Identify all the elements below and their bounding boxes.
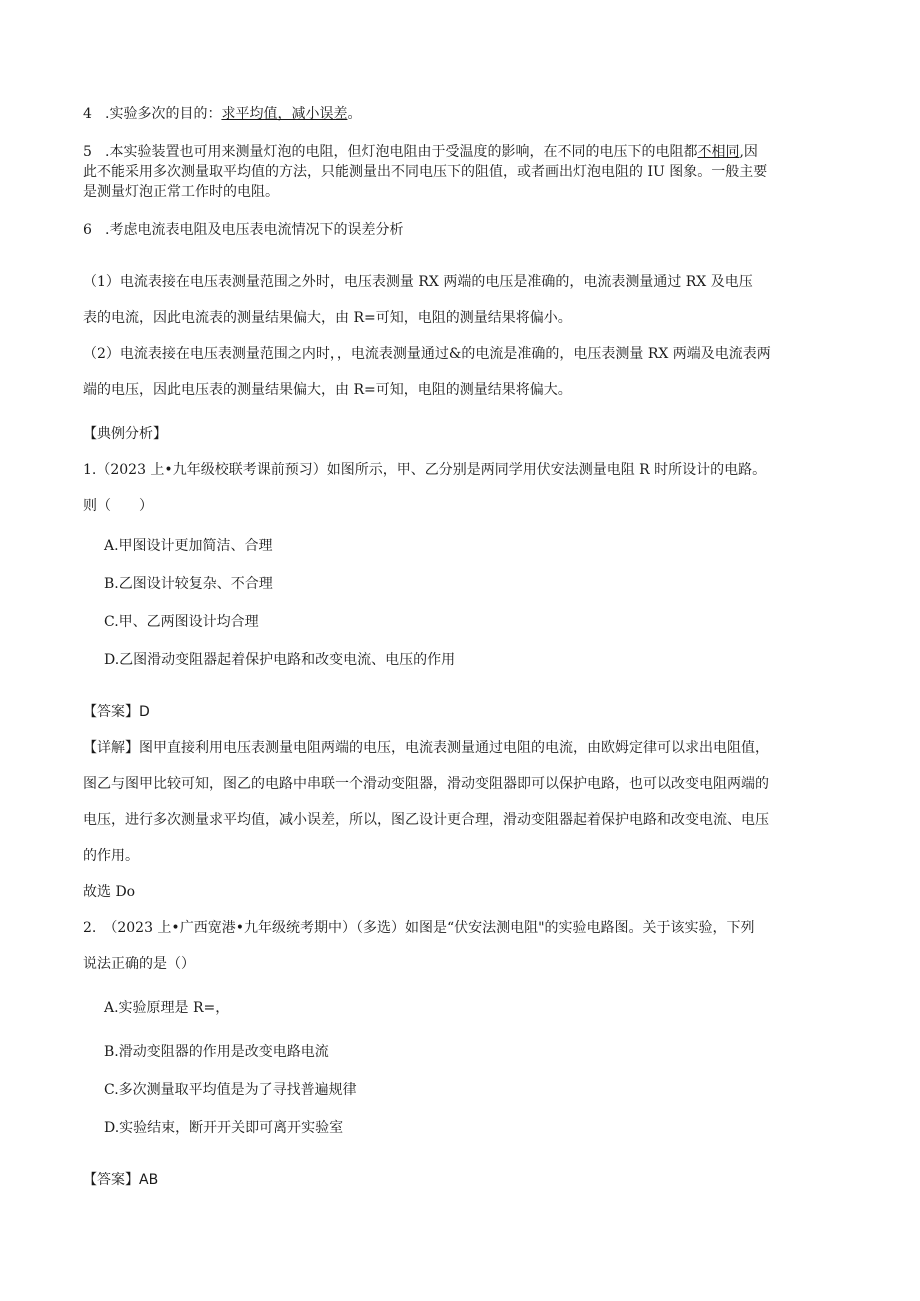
q1-answer [83,702,150,722]
case-2-line-2: 端的电压，因此电压表的测量结果偏大，由 R=可知，电阻的测量结果将偏大。 [83,382,572,398]
q1-option-c: C.甲、乙两图设计均合理 [104,614,259,630]
q1-option-a: A.甲图设计更加简洁、合理 [104,538,273,554]
item-5-text-b: ,因 [739,144,758,160]
q2-option-c: C.多次测量取平均值是为了寻找普遍规律 [104,1082,357,1098]
item-5-text-a: .本实验装置也可用来测量灯泡的电阻，但灯泡电阻由于受温度的影响，在不同的电压下的电阻都 [105,144,698,160]
item-number: 5 [83,144,92,160]
q1-detail-line-3: 电压，进行多次测量求平均值，减小误差，所以，图乙设计更合理，滑动变阻器起着保护电路和改变电流、电压 [83,812,769,828]
item-4 [83,104,361,124]
section-heading: 【典例分析】 [83,426,167,442]
answer-value: D [139,704,150,720]
q2-stem-line-2: 说法正确的是（） [83,956,195,972]
detail-label: 【详解】 [83,740,139,756]
case-2-line-1: （2）电流表接在电压表测量范围之内时，，电流表测量通过&的电流是准确的，电压表测量 RX 两端及电流表两 [83,346,771,362]
q1-detail-line-1 [83,738,769,758]
item-6-text: .考虑电流表电阻及电压表电流情况下的误差分析 [105,222,404,238]
item-5-line-3: 是测量灯泡正常工作时的电阻。 [83,184,279,200]
item-number: 6 [83,222,92,238]
case-1-line-2: 表的电流，因此电流表的测量结果偏大，由 R=可知，电阻的测量结果将偏小。 [83,310,572,326]
q1-detail-line-4: 的作用。 [83,848,139,864]
item-4-lead: .实验多次的目的： [105,106,222,122]
item-number: 4 [83,106,92,122]
q1-detail-line-2: 图乙与图甲比较可知，图乙的电路中串联一个滑动变阻器，滑动变阻器即可以保护电路，也可以改变电阻两端的 [83,776,769,792]
q1-conclusion: 故选 Do [83,884,136,900]
item-5-line-2: 此不能采用多次测量取平均值的方法，只能测量出不同电压下的阻值，或者画出灯泡电阻的 IU 图象。一般主要 [83,164,768,180]
q1-stem-line-2: 则（ ） [83,498,153,514]
q1-option-b: B.乙图设计较复杂、不合理 [104,576,273,592]
item-5-underlined: 不相同 [697,144,740,160]
answer-value: AB [139,1172,159,1188]
q2-answer [83,1170,158,1190]
answer-label: 【答案】 [83,704,139,720]
q1-stem-line-1: 1.（2023 上•九年级校联考课前预习）如图所示，甲、乙分别是两同学用伏安法测量电阻 R 时所设计的电路。 [83,462,767,478]
item-6 [83,220,403,240]
q1-option-d: D.乙图滑动变阻器起着保护电路和改变电流、电压的作用 [104,652,456,668]
q2-stem-line-1: 2. （2023 上•广西宽港•九年级统考期中）（多选）如图是“伏安法测电阻"的实验电路图。关于该实验，下列 [83,920,755,936]
q2-option-a: A.实验原理是 R=， [104,1000,230,1016]
q2-option-b: B.滑动变阻器的作用是改变电路电流 [104,1044,329,1060]
item-4-underlined: 求平均值，减小误差 [221,106,348,122]
item-4-end: 。 [347,106,362,122]
item-5-line-1 [83,142,758,162]
q2-option-d: D.实验结束，断开开关即可离开实验室 [104,1120,344,1136]
case-1-line-1: （1）电流表接在电压表测量范围之外时，电压表测量 RX 两端的电压是准确的，电流表测量通过 RX 及电压 [83,274,753,290]
answer-label: 【答案】 [83,1172,139,1188]
detail-text: 图甲直接利用电压表测量电阻两端的电压，电流表测量通过电阻的电流，由欧姆定律可以求出电阻值， [139,740,769,756]
